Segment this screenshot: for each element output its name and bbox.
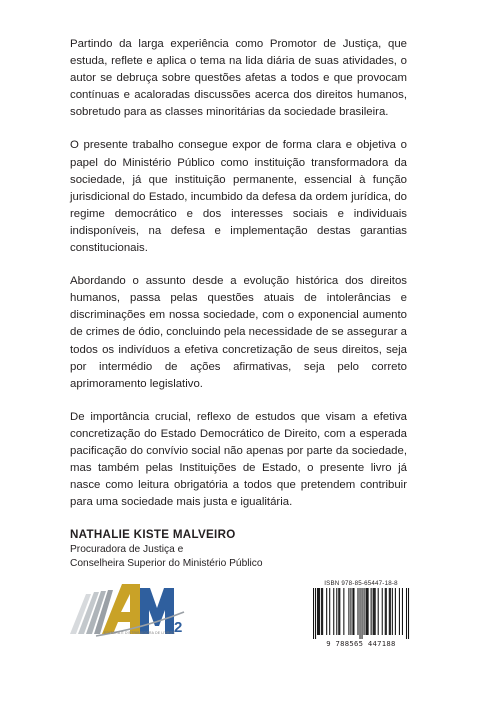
barcode-guard-bar — [408, 588, 409, 639]
barcode-guard-bar — [406, 588, 407, 639]
barcode-bar — [329, 588, 330, 635]
barcode-bar — [317, 588, 318, 635]
barcode-bar — [378, 588, 379, 635]
barcode-bar — [336, 588, 337, 635]
barcode-bar — [390, 588, 391, 635]
barcode-bar — [353, 588, 354, 635]
signature-block — [70, 528, 407, 571]
barcode-bar — [402, 588, 403, 635]
barcode-bar — [319, 588, 320, 635]
paragraph-1: Partindo da larga experiência como Promotor de Justiça, que estuda, reflete e aplica o tema na lida diária de suas atividades, o autor se debruça sobre questões afetas a todos e que provocam contínuas e acaloradas discussões acerca dos direitos humanos, sobretudo para as classes minoritárias da sociedade brasileira. — [70, 38, 407, 119]
barcode-bar — [338, 588, 339, 635]
barcode-bar — [371, 588, 372, 635]
barcode-bar — [395, 588, 396, 635]
isbn-digits: 9 788565 447188 — [326, 639, 396, 648]
barcode-bar — [366, 588, 367, 635]
barcode-bar — [350, 588, 351, 635]
barcode-bar — [392, 588, 393, 635]
barcode-guard-bar — [359, 588, 360, 639]
barcode-bar — [399, 588, 400, 635]
barcode-bar — [385, 588, 386, 635]
barcode-bar — [322, 588, 323, 635]
barcode-bar — [352, 588, 353, 635]
isbn-label: ISBN 978-85-65447-18-8 — [324, 580, 398, 587]
barcode-bar — [373, 588, 374, 635]
logo-superscript: 2 — [174, 619, 183, 636]
barcode-bar — [339, 588, 340, 635]
paragraph-3: Abordando o assunto desde a evolução histórica dos direitos humanos, passa pelas questões atuais de intolerâncias e discriminações em nossa sociedade, com o exponencial aumento de crimes de ódio, concluindo pela necessidade de se assegurar a todos os indivíduos a efetiva concretização de seus direitos, seja por intermédio de ações afirmativas, seja pelo correto aprimoramento legislativo. — [70, 275, 407, 390]
barcode-graphic — [307, 588, 415, 639]
barcode-bar — [382, 588, 383, 635]
paragraph-4: De importância crucial, reflexo de estudos que visam a efetiva concretização do Estado Democrático de Direito, com a esperada pacificação do convívio social não apenas por parte da sociedade, mas também pelas Instituições de Estado, o presente livro já nasce como leitura obrigatória a todos que pretendem contribuir para uma sociedade mais justa e igualitária. — [70, 410, 407, 509]
logo-letter-m — [140, 588, 174, 634]
barcode-bar — [364, 588, 365, 635]
signature-title-2: Conselheira Superior do Ministério Público — [70, 558, 263, 570]
barcode-bar — [343, 588, 344, 635]
barcode-bar — [321, 588, 322, 635]
signature-title-1: Procuradora de Justiça e — [70, 544, 184, 556]
barcode-guard-bar — [315, 588, 316, 639]
barcode-bar — [386, 588, 387, 635]
barcode-bar — [318, 588, 319, 635]
paragraph-2: O presente trabalho consegue expor de forma clara e objetiva o papel do Ministério Público como instituição transformadora da sociedade, já que instituição permanente, essencial à função jurisdicional do Estado, incumbido da defesa da ordem jurídica, do regime democrático e dos interesses sociais e individuais indisponíveis, na defesa e implementação destas garantias constitucionais. — [70, 139, 407, 255]
barcode-guard-bar — [313, 588, 314, 639]
barcode-bar — [389, 588, 390, 635]
signature-name: NATHALIE KISTE MALVEIRO — [70, 528, 236, 542]
barcode-bar — [375, 588, 376, 635]
barcode-bar — [374, 588, 375, 635]
barcode-bar — [333, 588, 334, 635]
barcode-bar — [368, 588, 369, 635]
barcode-bar — [348, 588, 349, 635]
publisher-caption: EDITORA E DISTRIBUIDORA DE LIVROS — [104, 631, 175, 635]
barcode-guard-bar — [362, 588, 363, 639]
barcode-bar — [357, 588, 358, 635]
barcode-bar — [326, 588, 327, 635]
isbn-barcode-block — [307, 579, 415, 649]
body-text — [70, 36, 407, 571]
barcode-bar — [367, 588, 368, 635]
